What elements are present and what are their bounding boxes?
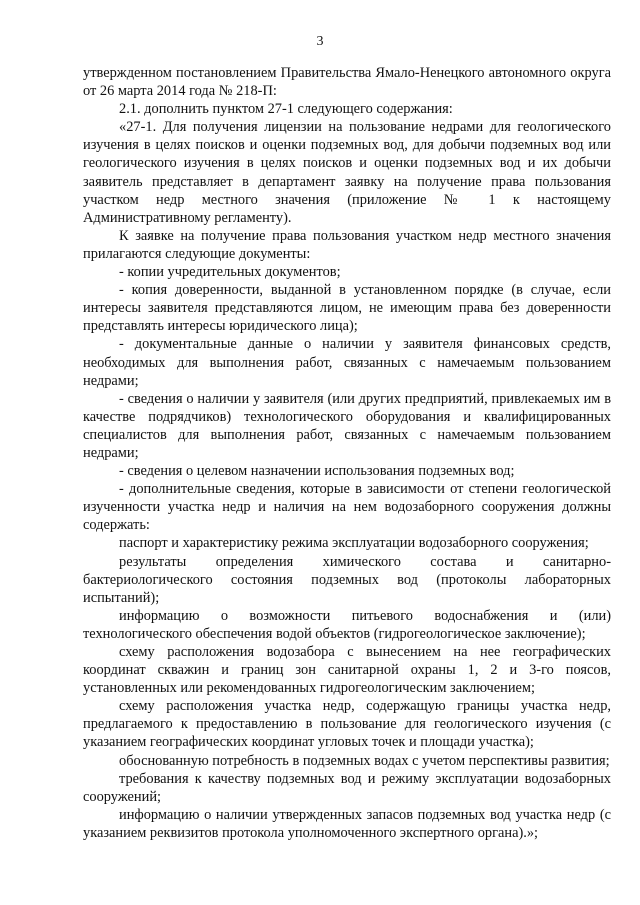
- subitem-quality-requirements: требования к качеству подземных вод и режиму эксплуатации водозаборных сооружений;: [83, 770, 611, 805]
- list-item-additional-info: - дополнительные сведения, которые в зависимости от степени геологической изученности участка недр и наличия на нем водозаборного сооружения должны содержать:: [83, 481, 611, 534]
- paragraph-amendment: 2.1. дополнить пунктом 27-1 следующего содержания:: [119, 101, 453, 118]
- subitem-passport: паспорт и характеристику режима эксплуатации водозаборного сооружения;: [119, 535, 589, 552]
- subitem-chemical-results: результаты определения химического состава и санитарно-бактериологического состояния подземных вод (протоколы лабораторных испытаний);: [83, 553, 611, 606]
- paragraph-attachments: К заявке на получение права пользования участком недр местного значения прилагаются следующие документы:: [83, 227, 611, 262]
- subitem-approved-reserves: информацию о наличии утвержденных запасов подземных вод участка недр (с указанием реквизитов протокола уполномоченного экспертного органа).»;: [83, 806, 611, 841]
- subitem-site-scheme: схему расположения участка недр, содержащую границы участка недр, предлагаемого к предоставлению в пользование для геологического изучения (с указанием географических координат угловых точек и площади участка);: [83, 698, 611, 751]
- list-item-equipment-specialists: - сведения о наличии у заявителя (или других предприятий, привлекаемых им в качестве подрядчиков) технологического оборудования и квалифицированных специалистов для выполнения работ, связанных с намечаемым пользованием недрами;: [83, 390, 611, 461]
- page-number: 3: [316, 34, 324, 49]
- document-body: [83, 64, 611, 842]
- paragraph-27-1: «27-1. Для получения лицензии на пользование недрами для геологического изучения в целях поисков и оценки подземных вод, для добычи подземных вод или геологического изучения в целях поисков и оценки подземных вод и их добычи заявитель представляет в департамент заявку на получение права пользования участком недр местного значения (приложение № 1 к настоящему Административному регламенту).: [83, 119, 611, 226]
- subitem-justified-need: обоснованную потребность в подземных водах с учетом перспективы развития;: [119, 752, 610, 769]
- subitem-water-supply-info: информацию о возможности питьевого водоснабжения и (или) технологического обеспечения водой объектов (гидрогеологическое заключение);: [83, 607, 611, 642]
- list-item-purpose: - сведения о целевом назначении использования подземных вод;: [119, 463, 515, 480]
- list-item-power-of-attorney: - копия доверенности, выданной в установленном порядке (в случае, если интересы заявителя представляются лицом, не имеющим права без доверенности представлять интересы юридического лица);: [83, 282, 611, 335]
- paragraph-intro: утвержденном постановлением Правительства Ямало-Ненецкого автономного округа от 26 марта 2014 года № 218-П:: [83, 65, 611, 100]
- list-item-financial-data: - документальные данные о наличии у заявителя финансовых средств, необходимых для выполнения работ, связанных с намечаемым пользованием недрами;: [83, 336, 611, 389]
- list-item-charter-copies: - копии учредительных документов;: [119, 264, 341, 281]
- subitem-intake-scheme: схему расположения водозабора с вынесением на нее географических координат скважин и границ зон санитарной охраны 1, 2 и 3-го поясов, установленных или рекомендованных гидрогеологическим заключением;: [83, 644, 611, 697]
